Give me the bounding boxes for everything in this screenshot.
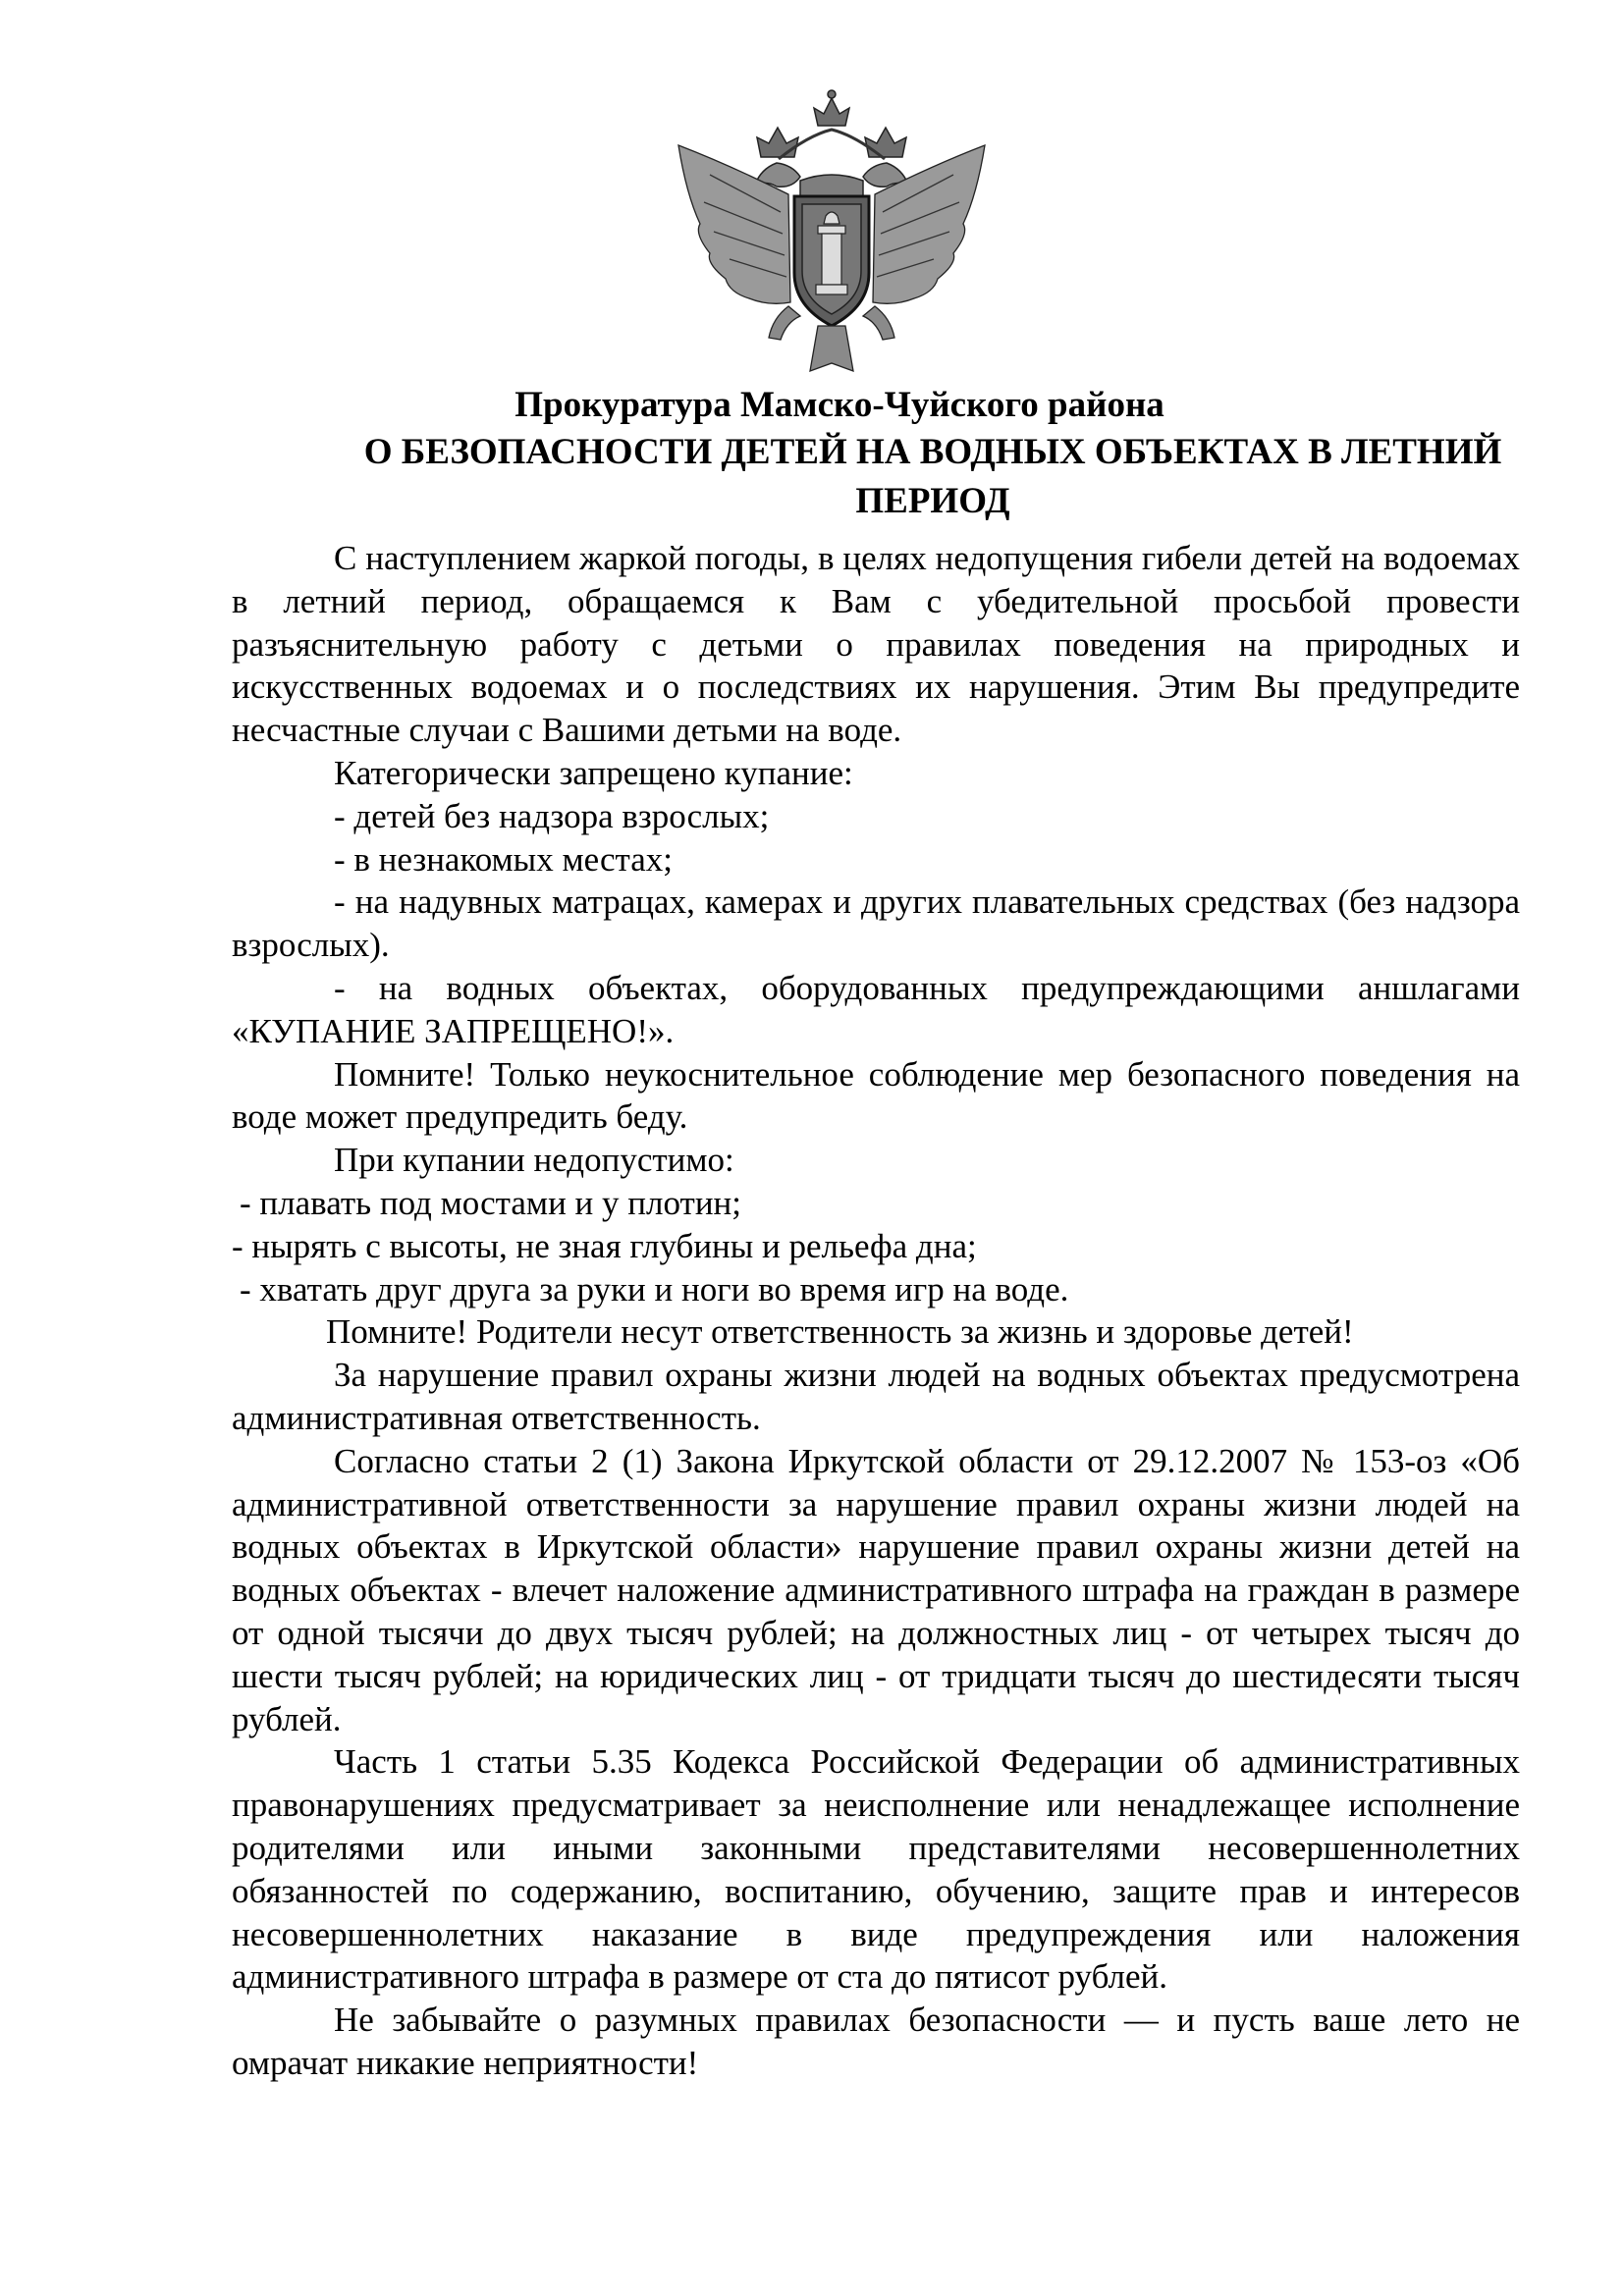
remember-paragraph: Помните! Только неукоснительное соблюдение мер безопасного поведения на воде может предупредить беду. <box>232 1054 1520 1137</box>
parents-responsibility: Помните! Родители несут ответственность за жизнь и здоровье детей! <box>326 1312 1354 1352</box>
closing-paragraph: Не забывайте о разумных правилах безопасности — и пусть ваше лето не омрачат никакие неприятности! <box>232 2001 1520 2082</box>
swim-list-item: - нырять с высоты, не зная глубины и рельефа дна; <box>232 1226 977 1265</box>
swim-list-item: - хватать друг друга за руки и ноги во время игр на воде. <box>240 1269 1069 1308</box>
intro-paragraph: С наступлением жаркой погоды, в целях недопущения гибели детей на водоемах в летний период, обращаемся к Вам с убедительной просьбой провести разъяснительную работу с детьми о правилах поведения на природных и искусственных водоемах и о последствиях их нарушения. Этим Вы предупредите несчастные случаи с Вашими детьми на воде. <box>232 539 1520 750</box>
double-headed-eagle-emblem-icon <box>671 86 993 381</box>
code-paragraph: Часть 1 статьи 5.35 Кодекса Российской Федерации об административных правонарушениях предусматривает за неисполнение или ненадлежащее исполнение родителями или иными законными представителями несовершеннолетних обязанностей по содержанию, воспитанию, обучению, защите прав и интересов несовершеннолетних наказание в виде предупреждения или наложения административного штрафа в размере от ста до пятисот рублей. <box>232 1742 1520 1997</box>
document-body <box>232 537 1520 2085</box>
ban-list-item: - детей без надзора взрослых; <box>334 796 770 835</box>
ban-list-item: - в незнакомых местах; <box>334 839 674 879</box>
liability-paragraph: За нарушение правил охраны жизни людей на водных объектах предусмотрена административная ответственность. <box>232 1356 1520 1437</box>
swim-heading: При купании недопустимо: <box>334 1141 734 1180</box>
organization-name: Прокуратура Мамско-Чуйского района <box>514 385 1164 425</box>
swim-list-item: - плавать под мостами и у плотин; <box>240 1183 742 1222</box>
ban-list-item: - на надувных матрацах, камерах и других плавательных средствах (без надзора взрослых). <box>232 882 1520 965</box>
law-paragraph: Согласно статьи 2 (1) Закона Иркутской области от 29.12.2007 № 153-оз «Об административной ответственности за нарушение правил охраны жизни людей на водных объектах в Иркутской области» нарушение правил охраны жизни детей на водных объектах - влечет наложение административного штрафа на граждан в размере от одной тысячи до двух тысяч рублей; на должностных лиц - от четырех тысяч до шести тысяч рублей; на юридических лиц - от тридцати тысяч до шестидесяти тысяч рублей. <box>232 1441 1520 1738</box>
ban-heading: Категорически запрещено купание: <box>334 753 853 792</box>
ban-list-item: - на водных объектах, оборудованных предупреждающими аншлагами «КУПАНИЕ ЗАПРЕЩЕНО!». <box>232 968 1520 1050</box>
document-title: О БЕЗОПАСНОСТИ ДЕТЕЙ НА ВОДНЫХ ОБЪЕКТАХ В ЛЕТНИЙ ПЕРИОД <box>363 432 1502 521</box>
